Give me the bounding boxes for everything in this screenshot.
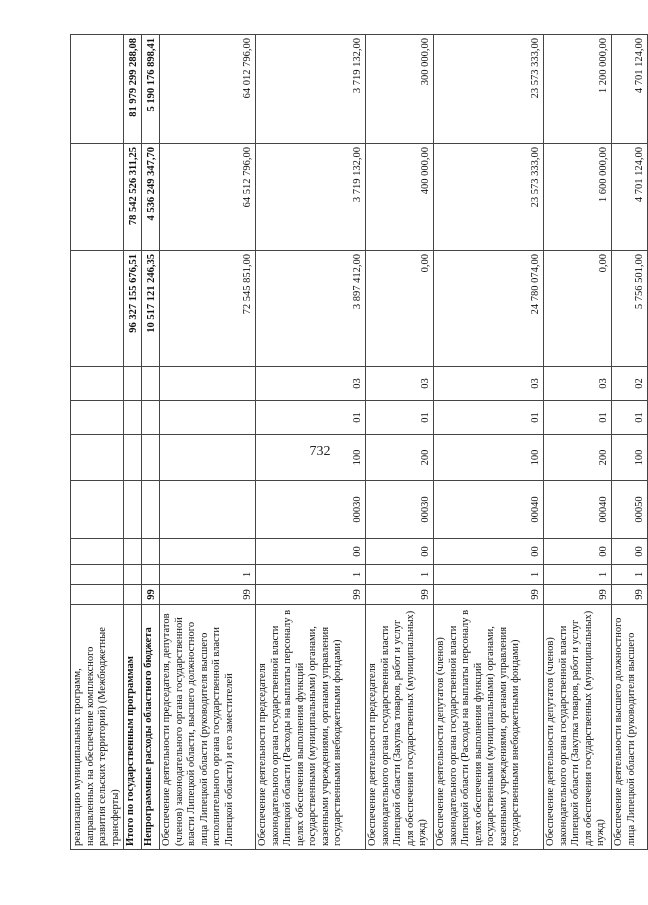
- amount-year-3: 64 012 796,00: [160, 35, 256, 144]
- amount-year-3: 4 701 124,00: [612, 35, 648, 144]
- amount-year-1: [71, 251, 124, 367]
- amount-year-3: 23 573 333,00: [434, 35, 544, 144]
- amount-year-3: 3 719 132,00: [256, 35, 366, 144]
- page-number: 732: [309, 444, 331, 459]
- target-article-code: [160, 481, 256, 539]
- section-code: 01: [366, 401, 434, 435]
- subprogram-code: 1: [544, 565, 612, 585]
- table-row: [544, 35, 612, 850]
- subprogram-code: [142, 565, 160, 585]
- program-code: 99: [160, 585, 256, 605]
- row-name: Непрограммные расходы областного бюджета: [142, 605, 160, 850]
- expense-type-code: [124, 435, 142, 481]
- target-article-code: [124, 481, 142, 539]
- row-name: Обеспечение деятельности председателя законодательного органа государственной власти Липецкой области (Закупка товаров, работ и услуг для обеспечения государственных (муниципальных) нужд): [366, 605, 434, 850]
- table-row: [434, 35, 544, 850]
- direction-code: 00: [544, 539, 612, 565]
- amount-year-3: 81 979 299 288,08: [124, 35, 142, 144]
- direction-code: 00: [366, 539, 434, 565]
- direction-code: [124, 539, 142, 565]
- direction-code: [142, 539, 160, 565]
- amount-year-3: 1 200 000,00: [544, 35, 612, 144]
- row-name: Обеспечение деятельности председателя, депутатов (членов) законодательного органа государственной власти Липецкой области, высшего должностного лица Липецкой области (руководителя высшего исполнительного органа государственной власти Липецкой области) и его заместителей: [160, 605, 256, 850]
- amount-year-2: 4 701 124,00: [612, 144, 648, 251]
- table-body: [71, 35, 648, 850]
- subsection-code: [71, 367, 124, 401]
- amount-year-2: 4 536 249 347,70: [142, 144, 160, 251]
- section-code: 01: [434, 401, 544, 435]
- subsection-code: 03: [544, 367, 612, 401]
- subprogram-code: [124, 565, 142, 585]
- target-article-code: 00030: [256, 481, 366, 539]
- expense-type-code: [142, 435, 160, 481]
- direction-code: 00: [256, 539, 366, 565]
- table-row: [612, 35, 648, 850]
- amount-year-1: 72 545 851,00: [160, 251, 256, 367]
- subsection-code: 03: [256, 367, 366, 401]
- table-row: [142, 35, 160, 850]
- amount-year-1: 96 327 155 676,51: [124, 251, 142, 367]
- program-code: [124, 585, 142, 605]
- target-article-code: 00030: [366, 481, 434, 539]
- subprogram-code: 1: [160, 565, 256, 585]
- subprogram-code: 1: [612, 565, 648, 585]
- subprogram-code: [71, 565, 124, 585]
- target-article-code: 00050: [612, 481, 648, 539]
- section-code: 01: [612, 401, 648, 435]
- program-code: 99: [142, 585, 160, 605]
- row-name: Обеспечение деятельности председателя законодательного органа государственной власти Липецкой области (Расходы на выплаты персоналу в целях обеспечения выполнения функций государственными (муниципальными) органами, казенными учреждениями, органами управления государственными внебюджетными фондами): [256, 605, 366, 850]
- amount-year-3: 5 190 176 898,41: [142, 35, 160, 144]
- target-article-code: 00040: [544, 481, 612, 539]
- target-article-code: [142, 481, 160, 539]
- amount-year-3: [71, 35, 124, 144]
- row-name: реализацию муниципальных программ, направленных на обеспечение комплексного развития сельских территорий) (Межбюджетные трансферты): [71, 605, 124, 850]
- subsection-code: [160, 367, 256, 401]
- amount-year-1: 0,00: [366, 251, 434, 367]
- amount-year-2: 400 000,00: [366, 144, 434, 251]
- expense-type-code: 100: [612, 435, 648, 481]
- target-article-code: 00040: [434, 481, 544, 539]
- expense-type-code: 100: [256, 435, 366, 481]
- amount-year-1: 24 780 074,00: [434, 251, 544, 367]
- row-name: Обеспечение деятельности депутатов (членов) законодательного органа государственной власти Липецкой области (Закупка товаров, работ и услуг для обеспечения государственных (муниципальных) нужд): [544, 605, 612, 850]
- subsection-code: [124, 367, 142, 401]
- table-row: [71, 35, 124, 850]
- subsection-code: 03: [366, 367, 434, 401]
- section-code: 01: [256, 401, 366, 435]
- amount-year-2: 23 573 333,00: [434, 144, 544, 251]
- table-row: [256, 35, 366, 850]
- expense-type-code: [160, 435, 256, 481]
- row-name: Обеспечение деятельности депутатов (членов) законодательного органа государственной власти Липецкой области (Расходы на выплаты персоналу в целях обеспечения выполнения функций государственными (муниципальными) органами, казенными учреждениями, органами управления государственными внебюджетными фондами): [434, 605, 544, 850]
- section-code: [160, 401, 256, 435]
- amount-year-1: 10 517 121 246,35: [142, 251, 160, 367]
- amount-year-1: 0,00: [544, 251, 612, 367]
- amount-year-1: 5 756 501,00: [612, 251, 648, 367]
- row-name: Итого по государственным программам: [124, 605, 142, 850]
- program-code: 99: [366, 585, 434, 605]
- amount-year-2: [71, 144, 124, 251]
- section-code: [142, 401, 160, 435]
- program-code: [71, 585, 124, 605]
- subprogram-code: 1: [434, 565, 544, 585]
- expense-type-code: [71, 435, 124, 481]
- target-article-code: [71, 481, 124, 539]
- amount-year-2: 64 512 796,00: [160, 144, 256, 251]
- amount-year-2: 1 600 000,00: [544, 144, 612, 251]
- budget-table-rotated: [70, 35, 645, 850]
- direction-code: [160, 539, 256, 565]
- subsection-code: 03: [434, 367, 544, 401]
- program-code: 99: [612, 585, 648, 605]
- amount-year-3: 300 000,00: [366, 35, 434, 144]
- amount-year-2: 78 542 526 311,25: [124, 144, 142, 251]
- row-name: Обеспечение деятельности высшего должностного лица Липецкой области (руководителя высшего: [612, 605, 648, 850]
- table-row: [160, 35, 256, 850]
- expense-type-code: 200: [544, 435, 612, 481]
- budget-table: [70, 34, 648, 850]
- amount-year-1: 3 897 412,00: [256, 251, 366, 367]
- expense-type-code: 100: [434, 435, 544, 481]
- table-row: [366, 35, 434, 850]
- amount-year-2: 3 719 132,00: [256, 144, 366, 251]
- table-row: [124, 35, 142, 850]
- section-code: 01: [544, 401, 612, 435]
- section-code: [124, 401, 142, 435]
- direction-code: 00: [612, 539, 648, 565]
- direction-code: 00: [434, 539, 544, 565]
- direction-code: [71, 539, 124, 565]
- program-code: 99: [256, 585, 366, 605]
- section-code: [71, 401, 124, 435]
- subprogram-code: 1: [256, 565, 366, 585]
- subsection-code: 02: [612, 367, 648, 401]
- subsection-code: [142, 367, 160, 401]
- program-code: 99: [434, 585, 544, 605]
- subprogram-code: 1: [366, 565, 434, 585]
- expense-type-code: 200: [366, 435, 434, 481]
- program-code: 99: [544, 585, 612, 605]
